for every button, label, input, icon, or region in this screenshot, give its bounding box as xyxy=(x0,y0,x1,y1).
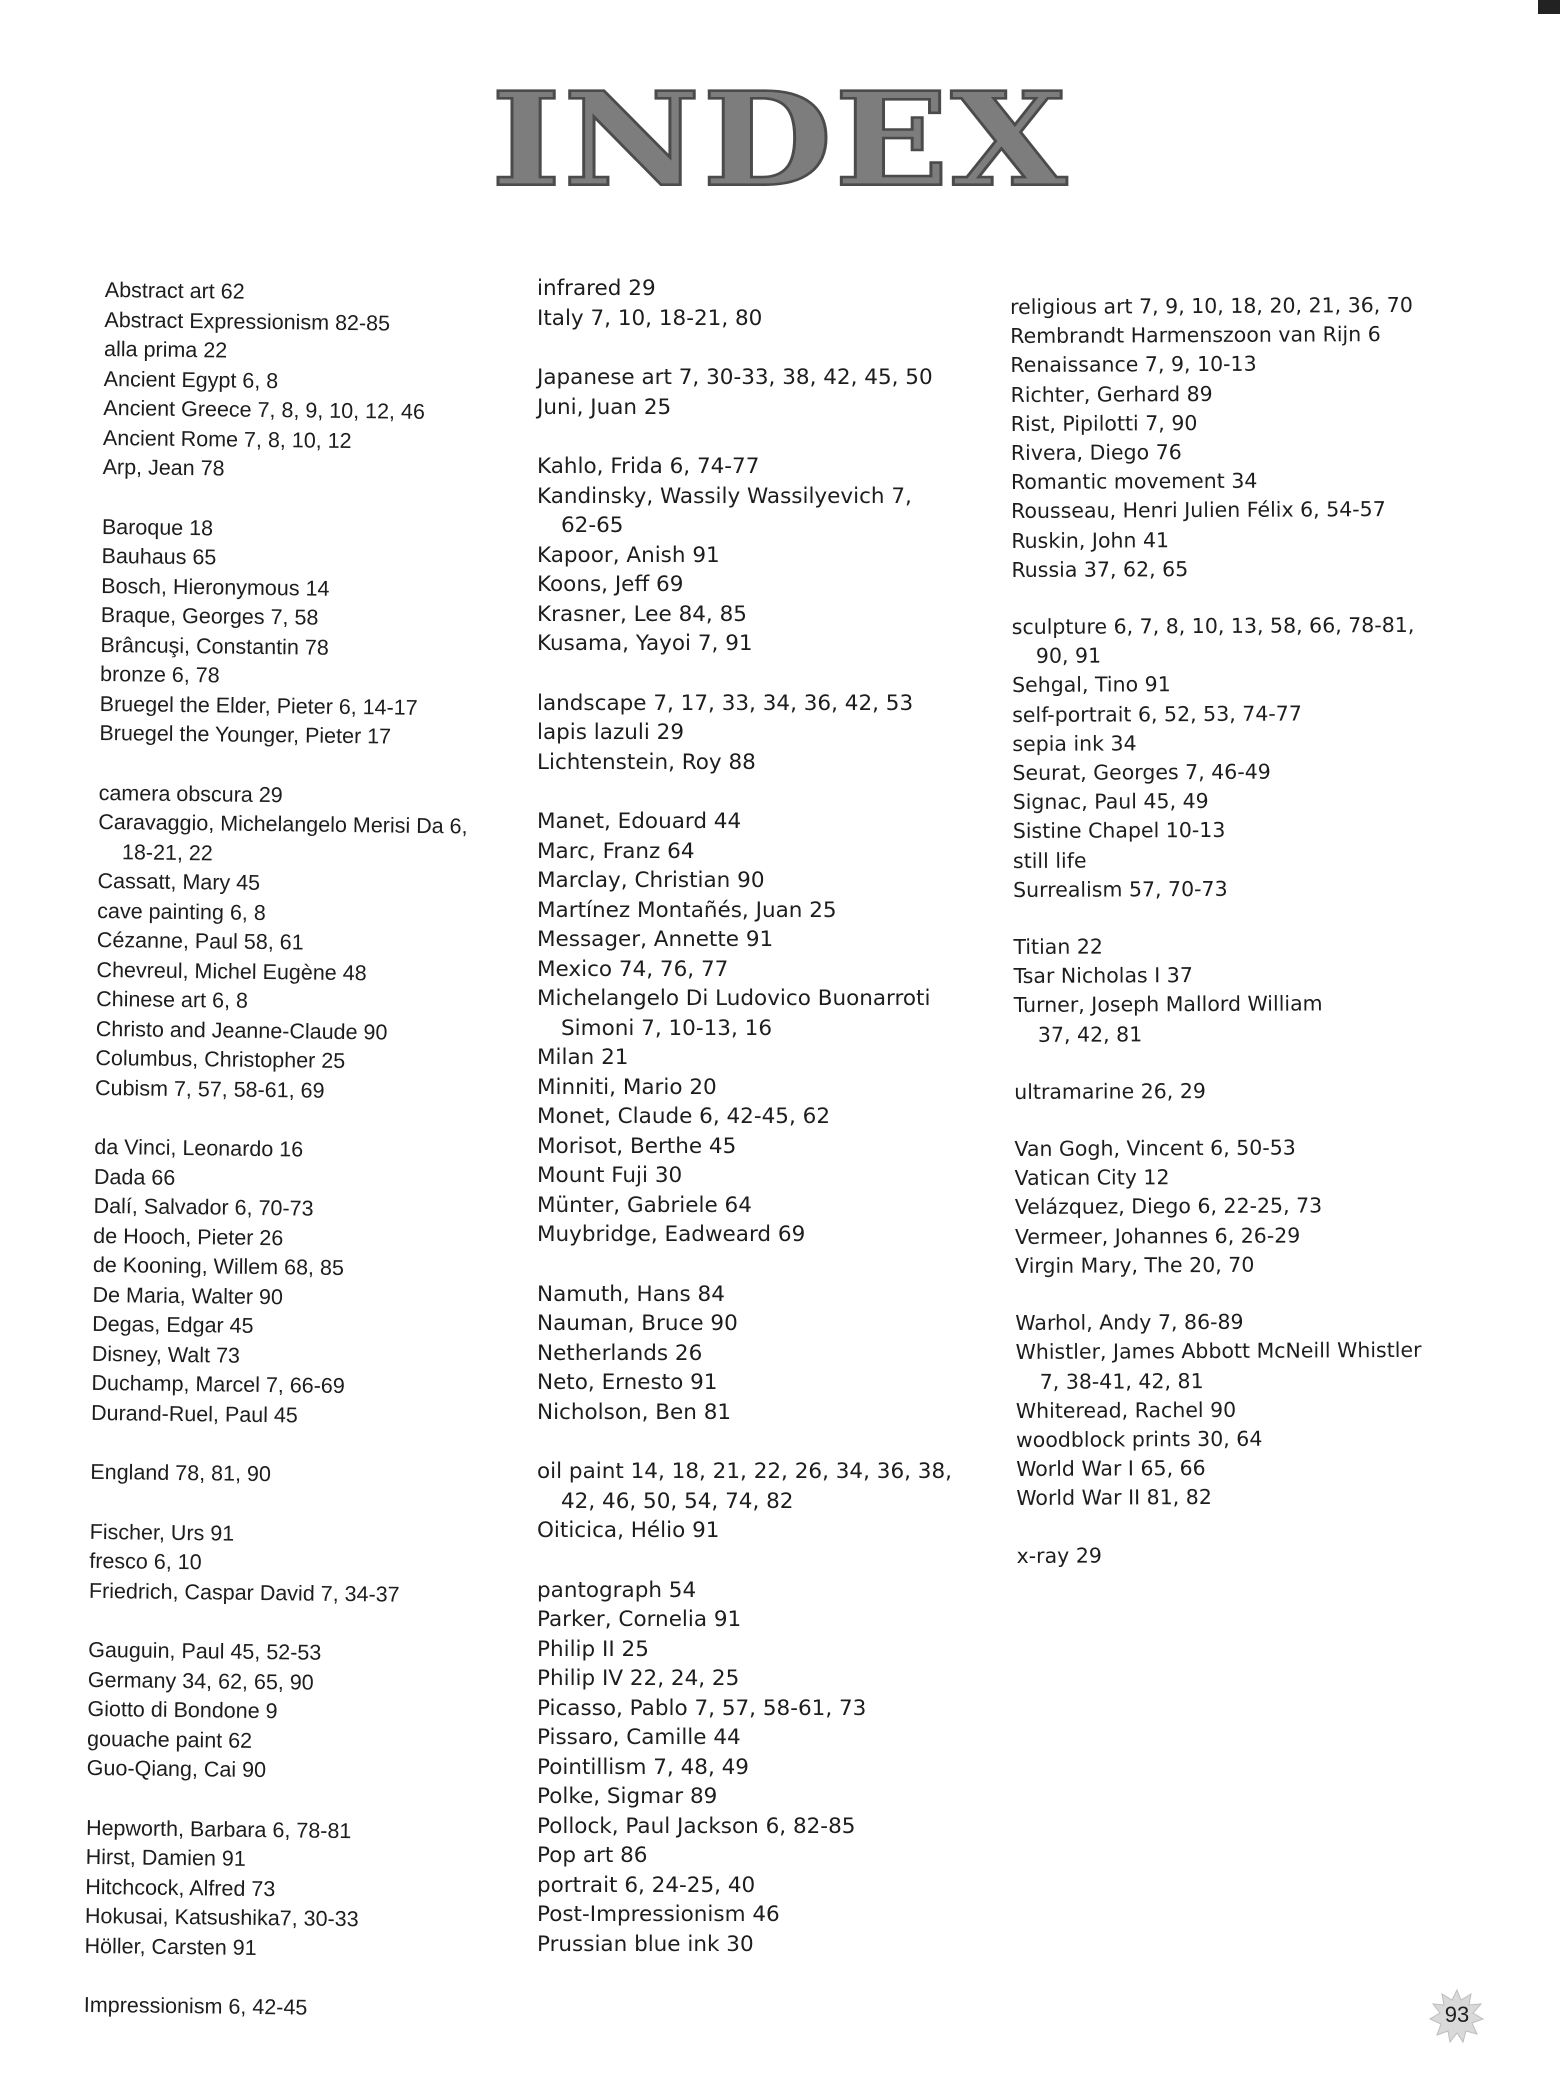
index-entry: De Maria, Walter 90 xyxy=(92,1282,284,1309)
index-entry: Rembrandt Harmenszoon van Rijn 6 xyxy=(1010,322,1381,349)
page-number: 93 xyxy=(1444,2002,1470,2027)
index-entry xyxy=(537,984,967,1043)
index-letter-group xyxy=(1012,611,1434,905)
index-entry: Philip IV 22, 24, 25 xyxy=(537,1666,740,1691)
index-letter-group xyxy=(1017,1539,1437,1570)
index-letter-group xyxy=(537,363,967,422)
index-entry: Vatican City 12 xyxy=(1014,1165,1170,1191)
index-entry: Arp, Jean 78 xyxy=(102,454,225,481)
index-entry xyxy=(1012,611,1432,672)
index-entry: de Hooch, Pieter 26 xyxy=(93,1223,284,1250)
index-entry: cave painting 6, 8 xyxy=(97,898,266,925)
index-entry: Kapoor, Anish 91 xyxy=(537,542,720,568)
index-entry: Duchamp, Marcel 7, 66-69 xyxy=(91,1370,345,1399)
index-letter-group xyxy=(95,778,499,1107)
index-entry: self-portrait 6, 52, 53, 74-77 xyxy=(1012,701,1302,727)
index-entry: Koons, Jeff 69 xyxy=(537,572,684,597)
index-entry: de Kooning, Willem 68, 85 xyxy=(92,1252,345,1280)
index-entry: World War II 81, 82 xyxy=(1016,1485,1212,1511)
index-letter-group xyxy=(90,1458,490,1492)
index-entry: fresco 6, 10 xyxy=(89,1548,202,1575)
index-entry: Christo and Jeanne-Claude 90 xyxy=(95,1016,388,1045)
index-entry: Degas, Edgar 45 xyxy=(92,1311,254,1338)
index-entry: Dalí, Salvador 6, 70-73 xyxy=(93,1193,314,1221)
index-entry xyxy=(1014,989,1434,1050)
index-entry: bronze 6, 78 xyxy=(99,661,220,688)
index-entry: Richter, Gerhard 89 xyxy=(1010,381,1213,407)
index-letter-group xyxy=(84,1813,486,1965)
index-entry: Philip II 25 xyxy=(537,1636,649,1662)
index-entry: Van Gogh, Vincent 6, 50-53 xyxy=(1014,1135,1296,1162)
index-entry: Ancient Greece 7, 8, 9, 10, 12, 46 xyxy=(103,395,426,424)
index-entry: Juni, Juan 25 xyxy=(537,394,672,420)
index-letter-group xyxy=(1010,291,1432,585)
index-entry: Italy 7, 10, 18-21, 80 xyxy=(537,305,763,331)
index-entry: Renaissance 7, 9, 10-13 xyxy=(1010,352,1257,378)
index-entry: Durand-Ruel, Paul 45 xyxy=(90,1400,299,1427)
index-entry: portrait 6, 24-25, 40 xyxy=(537,1872,756,1898)
index-entry-line: Kandinsky, Wassily Wassilyevich 7, xyxy=(537,483,912,509)
index-entry: Ancient Egypt 6, 8 xyxy=(103,366,279,393)
index-letter-group xyxy=(1013,931,1434,1050)
index-entry-line: oil paint 14, 18, 21, 22, 26, 34, 36, 38, xyxy=(537,1459,952,1484)
index-entry: Warhol, Andy 7, 86-89 xyxy=(1015,1309,1244,1336)
index-entry: Ancient Rome 7, 8, 10, 12 xyxy=(102,425,352,453)
index-entry: Titian 22 xyxy=(1013,934,1103,960)
index-entry xyxy=(98,808,499,872)
index-entry: x-ray 29 xyxy=(1016,1543,1102,1568)
index-entry: Rist, Pipilotti 7, 90 xyxy=(1010,410,1198,436)
index-entry: Impressionism 6, 42-45 xyxy=(83,1992,308,2020)
index-entry: da Vinci, Leonardo 16 xyxy=(94,1134,304,1162)
index-entry: Germany 34, 62, 65, 90 xyxy=(87,1667,314,1695)
index-entry: Hokusai, Katsushika7, 30-33 xyxy=(84,1903,359,1932)
index-entry-continuation: 62-65 xyxy=(561,513,624,538)
index-entry: Hitchcock, Alfred 73 xyxy=(85,1874,276,1901)
index-entry: Mount Fuji 30 xyxy=(537,1163,683,1188)
index-entry: Milan 21 xyxy=(537,1045,629,1070)
index-entry: Pissaro, Camille 44 xyxy=(537,1725,741,1750)
index-entry: Picasso, Pablo 7, 57, 58-61, 73 xyxy=(537,1695,867,1721)
index-letter-group xyxy=(537,807,967,1250)
index-entry: pantograph 54 xyxy=(537,1577,697,1603)
index-entry: gouache paint 62 xyxy=(86,1726,253,1753)
index-entry: alla prima 22 xyxy=(103,336,228,363)
index-letter-group xyxy=(99,512,502,753)
index-entry: Nicholson, Ben 81 xyxy=(537,1399,732,1425)
index-entry: Abstract Expressionism 82-85 xyxy=(104,307,391,335)
index-entry: Hepworth, Barbara 6, 78-81 xyxy=(85,1815,352,1843)
index-entry: Morisot, Berthe 45 xyxy=(537,1133,737,1159)
index-entry: Seurat, Georges 7, 46-49 xyxy=(1012,759,1271,786)
index-entry: Signac, Paul 45, 49 xyxy=(1012,789,1209,815)
index-letter-group xyxy=(102,276,504,487)
index-letter-group xyxy=(1015,1307,1436,1514)
index-entry: Russia 37, 62, 65 xyxy=(1011,556,1189,582)
index-entry: Krasner, Lee 84, 85 xyxy=(537,601,747,627)
index-entry: ultramarine 26, 29 xyxy=(1014,1078,1206,1104)
index-entry: Brâncuşi, Constantin 78 xyxy=(100,632,329,660)
index-entry: Fischer, Urs 91 xyxy=(89,1519,235,1546)
index-letter-group xyxy=(537,1457,967,1546)
index-letter-group xyxy=(1014,1133,1435,1281)
index-letter-group xyxy=(87,1636,489,1788)
index-entry: Lichtenstein, Roy 88 xyxy=(537,749,756,775)
index-entry: Guo-Qiang, Cai 90 xyxy=(86,1755,267,1783)
index-entry: Surrealism 57, 70-73 xyxy=(1013,876,1228,902)
index-entry: World War I 65, 66 xyxy=(1016,1456,1206,1482)
index-entry: Braque, Georges 7, 58 xyxy=(100,602,319,630)
index-entry-continuation: 18-21, 22 xyxy=(121,839,213,865)
index-entry: Bosch, Hieronymous 14 xyxy=(101,573,330,601)
index-entry xyxy=(537,482,967,541)
index-entry-continuation: 42, 46, 50, 54, 74, 82 xyxy=(561,1488,794,1514)
index-entry-line: Turner, Joseph Mallord William xyxy=(1013,991,1323,1018)
index-entry: Romantic movement 34 xyxy=(1010,468,1258,495)
index-entry: Monet, Claude 6, 42-45, 62 xyxy=(537,1104,831,1129)
index-entry: Pollock, Paul Jackson 6, 82-85 xyxy=(537,1813,856,1839)
index-entry: Minniti, Mario 20 xyxy=(537,1074,717,1100)
index-entry: Bruegel the Elder, Pieter 6, 14-17 xyxy=(99,691,418,720)
index-entry: Höller, Carsten 91 xyxy=(84,1933,257,1960)
index-entry: Bauhaus 65 xyxy=(101,543,217,570)
index-entry-line: sculpture 6, 7, 8, 10, 13, 58, 66, 78-81, xyxy=(1011,612,1415,640)
index-entry: Mexico 74, 76, 77 xyxy=(537,956,729,982)
index-entry: Parker, Cornelia 91 xyxy=(537,1607,742,1632)
index-entry: Giotto di Bondone 9 xyxy=(87,1696,278,1724)
index-entry: Chinese art 6, 8 xyxy=(96,986,249,1013)
index-entry: Marclay, Christian 90 xyxy=(537,868,765,893)
index-entry: sepia ink 34 xyxy=(1012,731,1137,756)
index-letter-group xyxy=(537,1576,967,1960)
index-entry: Martínez Montañés, Juan 25 xyxy=(537,897,837,923)
index-entry xyxy=(537,1457,967,1516)
index-entry: Kusama, Yayoi 7, 91 xyxy=(537,631,753,656)
index-entry: Virgin Mary, The 20, 70 xyxy=(1015,1252,1255,1278)
index-letter-group xyxy=(1014,1076,1434,1107)
index-letter-group xyxy=(91,1133,495,1433)
index-entry: Prussian blue ink 30 xyxy=(537,1931,754,1957)
index-entry: Post-Impressionism 46 xyxy=(537,1902,780,1927)
index-entry: Japanese art 7, 30-33, 38, 42, 45, 50 xyxy=(537,365,933,390)
index-column-3 xyxy=(1010,291,1437,1599)
index-entry: landscape 7, 17, 33, 34, 36, 42, 53 xyxy=(537,690,914,716)
index-letter-group xyxy=(537,274,967,333)
index-entry-line: Caravaggio, Michelangelo Merisi Da 6, xyxy=(98,809,468,839)
index-entry: Muybridge, Eadweard 69 xyxy=(537,1222,806,1247)
index-entry: Nauman, Bruce 90 xyxy=(537,1311,738,1336)
index-entry: Ruskin, John 41 xyxy=(1011,527,1170,553)
index-entry: Kahlo, Frida 6, 74-77 xyxy=(537,454,760,479)
index-entry: Rousseau, Henri Julien Félix 6, 54-57 xyxy=(1011,497,1386,524)
page-corner-mark xyxy=(1538,0,1560,14)
index-entry: Gauguin, Paul 45, 52-53 xyxy=(88,1637,322,1665)
index-entry-line: Michelangelo Di Ludovico Buonarroti xyxy=(537,986,931,1011)
index-entry: Namuth, Hans 84 xyxy=(537,1281,725,1307)
index-entry: Friedrich, Caspar David 7, 34-37 xyxy=(88,1578,400,1607)
index-letter-group xyxy=(537,689,967,778)
index-letter-group xyxy=(89,1517,490,1610)
index-entry: Columbus, Christopher 25 xyxy=(95,1045,346,1073)
index-entry: Cézanne, Paul 58, 61 xyxy=(96,927,304,955)
index-entry: still life xyxy=(1012,848,1087,873)
index-entry-continuation: 90, 91 xyxy=(1035,643,1102,669)
index-letter-group xyxy=(537,452,967,659)
index-entry: religious art 7, 9, 10, 18, 20, 21, 36, 70 xyxy=(1010,292,1413,319)
index-letter-group xyxy=(84,1991,484,2025)
index-entry-continuation: 37, 42, 81 xyxy=(1037,1021,1143,1047)
index-entry: Baroque 18 xyxy=(101,514,214,540)
index-entry: Oiticica, Hélio 91 xyxy=(537,1518,720,1543)
index-entry: Whiteread, Rachel 90 xyxy=(1015,1397,1237,1423)
index-entry: Hirst, Damien 91 xyxy=(85,1844,246,1871)
index-entry: Velázquez, Diego 6, 22-25, 73 xyxy=(1014,1193,1323,1220)
index-entry: Dada 66 xyxy=(93,1164,176,1190)
index-entry: Bruegel the Younger, Pieter 17 xyxy=(99,720,392,749)
index-entry: Pop art 86 xyxy=(537,1843,648,1868)
index-entry: Münter, Gabriele 64 xyxy=(537,1192,752,1218)
index-entry: camera obscura 29 xyxy=(98,780,283,807)
index-letter-group xyxy=(537,1280,967,1428)
index-entry: woodblock prints 30, 64 xyxy=(1015,1426,1263,1452)
index-entry: Polke, Sigmar 89 xyxy=(537,1784,718,1809)
index-entry: Manet, Edouard 44 xyxy=(537,809,742,834)
index-entry: Rivera, Diego 76 xyxy=(1010,440,1182,466)
index-entry: Cubism 7, 57, 58-61, 69 xyxy=(94,1075,325,1103)
index-entry: Vermeer, Johannes 6, 26-29 xyxy=(1014,1223,1301,1249)
index-entry-continuation: 7, 38-41, 42, 81 xyxy=(1039,1368,1204,1394)
index-entry: Messager, Annette 91 xyxy=(537,927,774,952)
page-title: INDEX xyxy=(490,64,1070,216)
index-entry: Abstract art 62 xyxy=(104,277,245,304)
index-entry: Tsar Nicholas I 37 xyxy=(1013,963,1193,989)
index-column-1 xyxy=(83,276,505,2055)
index-entry: Sistine Chapel 10-13 xyxy=(1012,818,1226,844)
index-entry: Disney, Walt 73 xyxy=(91,1341,241,1368)
index-entry: Cassatt, Mary 45 xyxy=(97,868,261,895)
index-entry: Sehgal, Tino 91 xyxy=(1011,672,1171,698)
index-entry: infrared 29 xyxy=(537,276,656,301)
index-entry-continuation: Simoni 7, 10-13, 16 xyxy=(561,1015,773,1041)
index-entry: Pointillism 7, 48, 49 xyxy=(537,1754,749,1780)
index-entry: Neto, Ernesto 91 xyxy=(537,1370,718,1395)
index-entry: lapis lazuli 29 xyxy=(537,720,685,745)
index-entry: Chevreul, Michel Eugène 48 xyxy=(96,957,367,985)
index-entry: Netherlands 26 xyxy=(537,1340,703,1366)
index-column-2 xyxy=(537,274,967,1989)
index-entry xyxy=(1015,1336,1435,1397)
index-entry-line: Whistler, James Abbott McNeill Whistler xyxy=(1015,1338,1422,1365)
index-entry: England 78, 81, 90 xyxy=(90,1459,272,1487)
index-entry: Marc, Franz 64 xyxy=(537,838,695,864)
